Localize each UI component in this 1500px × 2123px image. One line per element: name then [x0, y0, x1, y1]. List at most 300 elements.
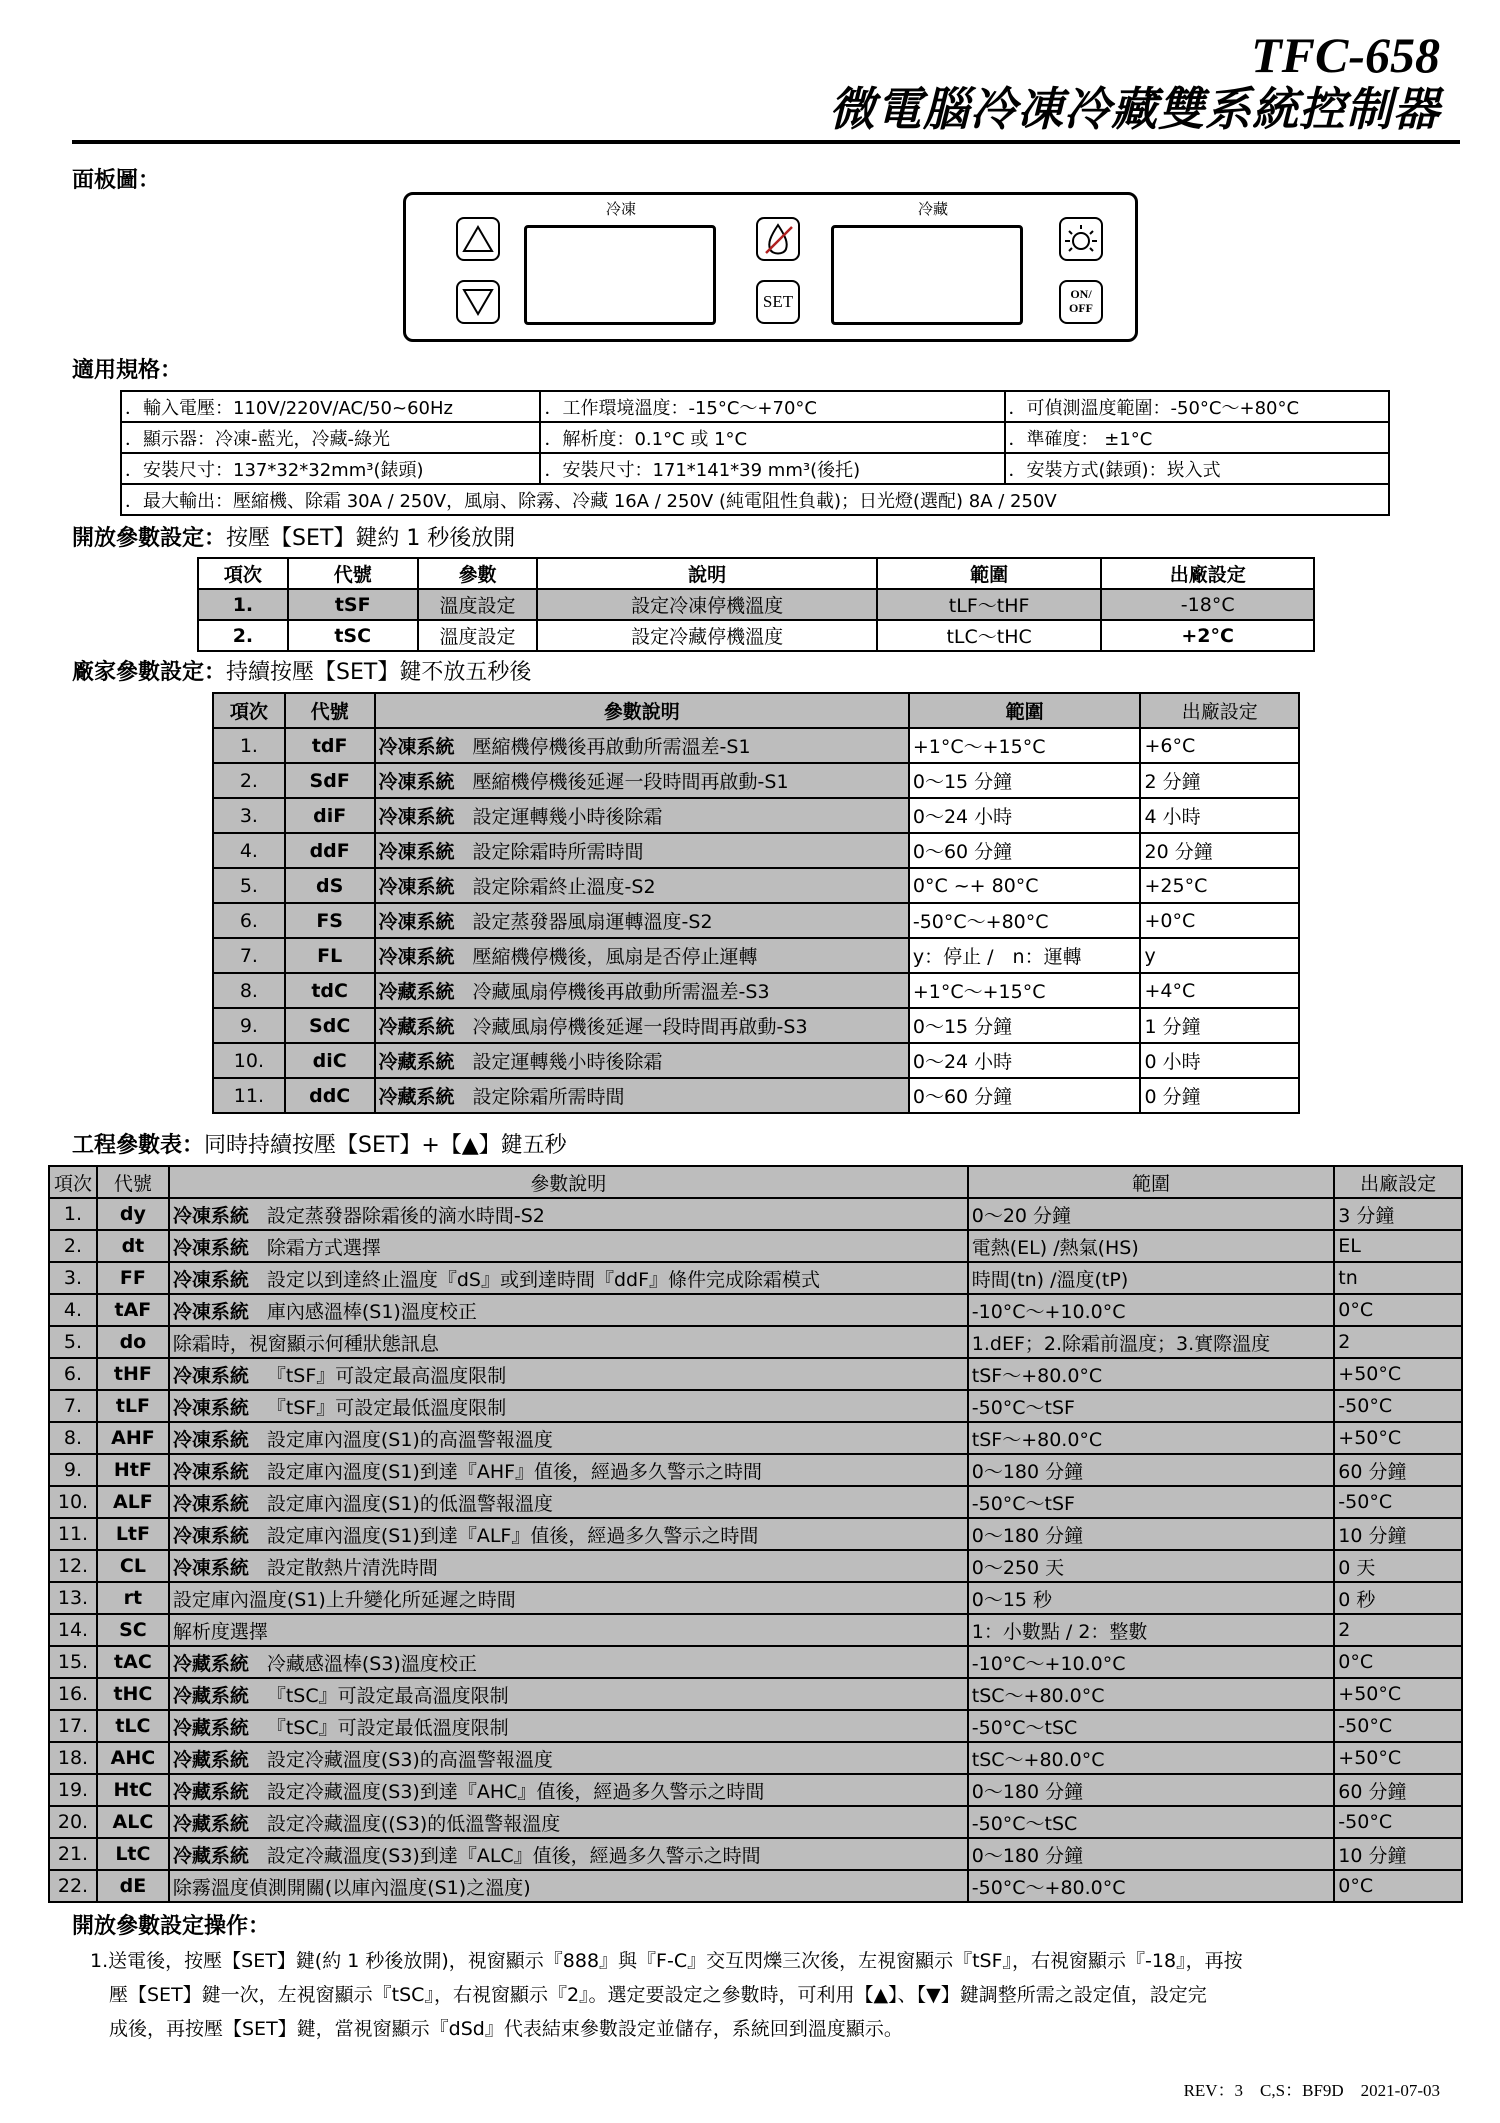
header-rule: [72, 140, 1460, 144]
param-range: tSC～+80.0°C: [968, 1678, 1335, 1710]
table-row: [213, 833, 1299, 868]
param-description: [169, 1486, 968, 1518]
param-range: tSF～+80.0°C: [968, 1422, 1335, 1454]
description-text: 設定以到達終止溫度『dS』或到達時間『ddF』條件完成除霜模式: [266, 1268, 821, 1291]
param-code: AHC: [97, 1742, 169, 1774]
item-number: 4.: [49, 1294, 97, 1326]
factory-default: 10 分鐘: [1334, 1518, 1462, 1550]
item-number: 10.: [213, 1043, 285, 1078]
param-range: 0～15 分鐘: [909, 1008, 1141, 1043]
factory-default: 0 天: [1334, 1550, 1462, 1582]
cell: 1.: [198, 589, 288, 620]
param-range: -50°C～tSF: [968, 1486, 1335, 1518]
table-row: [49, 1710, 1462, 1742]
description-text: 設定除霜時所需時間: [472, 841, 644, 863]
cell: 設定冷藏停機溫度: [537, 620, 876, 651]
system-label: 冷凍系統: [378, 876, 455, 898]
freezer-display: [524, 225, 716, 325]
spec-cell: ．輸入電壓：110V/220V/AC/50~60Hz: [121, 391, 540, 422]
description-text: 除霜時，視窗顯示何種狀態訊息: [172, 1332, 439, 1355]
open-params-note: 按壓【SET】鍵約 1 秒後放開: [226, 526, 516, 551]
param-description: [169, 1550, 968, 1582]
col-header: 參數說明: [375, 693, 909, 728]
param-description: [169, 1646, 968, 1678]
description-text: 設定冷藏溫度(S3)到達『ALC』值後，經過多久警示之時間: [266, 1844, 761, 1867]
table-row: [49, 1454, 1462, 1486]
eng-params-heading: [72, 1133, 567, 1159]
table-header-row: [213, 693, 1299, 728]
system-label: 冷藏系統: [378, 1016, 455, 1038]
model-number: TFC-658: [1251, 27, 1440, 83]
factory-params-table: [212, 692, 1300, 1114]
table-row: [49, 1806, 1462, 1838]
table-row: [213, 1043, 1299, 1078]
table-row: [49, 1422, 1462, 1454]
table-row: [49, 1262, 1462, 1294]
factory-default: +6°C: [1140, 728, 1299, 763]
param-range: -50°C～tSC: [968, 1806, 1335, 1838]
spec-cell: ．可偵測溫度範圍：-50°C～+80°C: [1005, 391, 1389, 422]
system-label: 冷凍系統: [172, 1396, 249, 1419]
item-number: 11.: [49, 1518, 97, 1550]
spec-cell: ．安裝尺寸：171*141*39 mm³(後托): [540, 453, 1004, 484]
item-number: 6.: [213, 903, 285, 938]
item-number: 19.: [49, 1774, 97, 1806]
description-text: 『tSC』可設定最高溫度限制: [266, 1684, 509, 1707]
param-description: [375, 763, 909, 798]
table-row: [49, 1870, 1462, 1902]
table-row: [121, 391, 1389, 422]
table-row: [49, 1486, 1462, 1518]
system-label: 冷凍系統: [172, 1524, 249, 1547]
spec-output-cell: ．最大輸出：壓縮機、除霜 30A / 250V，風扇、除霧、冷藏 16A / 250V (純電阻性負載)；日光燈(選配) 8A / 250V: [121, 484, 1389, 515]
factory-default: 0°C: [1334, 1294, 1462, 1326]
factory-default: 0°C: [1334, 1870, 1462, 1902]
table-row: [49, 1774, 1462, 1806]
eng-params-table: [48, 1165, 1463, 1903]
description-text: 解析度選擇: [172, 1620, 268, 1643]
table-row: [121, 453, 1389, 484]
system-label: 冷凍系統: [172, 1428, 249, 1451]
factory-default: tn: [1334, 1262, 1462, 1294]
item-number: 9.: [213, 1008, 285, 1043]
table-row: [49, 1294, 1462, 1326]
description-text: 設定除霜終止溫度-S2: [472, 876, 656, 898]
param-description: [169, 1358, 968, 1390]
table-row: [49, 1230, 1462, 1262]
down-button[interactable]: [456, 280, 500, 324]
param-description: [375, 728, 909, 763]
param-range: 0～20 分鐘: [968, 1198, 1335, 1230]
param-description: [375, 868, 909, 903]
cell: tSC: [288, 620, 418, 651]
description-text: 冷藏風扇停機後延遲一段時間再啟動-S3: [472, 1016, 808, 1038]
param-code: SC: [97, 1614, 169, 1646]
cell: 設定冷凍停機溫度: [537, 589, 876, 620]
factory-default: 2: [1334, 1614, 1462, 1646]
param-code: tdC: [285, 973, 375, 1008]
system-label: 冷凍系統: [378, 911, 455, 933]
spec-cell: ．安裝尺寸：137*32*32mm³(錶頭): [121, 453, 540, 484]
table-row: [198, 620, 1314, 651]
param-description: [169, 1390, 968, 1422]
system-label: 冷凍系統: [172, 1460, 249, 1483]
item-number: 10.: [49, 1486, 97, 1518]
system-label: 冷凍系統: [172, 1556, 249, 1579]
param-description: [169, 1326, 968, 1358]
param-description: [375, 973, 909, 1008]
spec-cell: ．安裝方式(錶頭)：崁入式: [1005, 453, 1389, 484]
up-arrow-icon: [458, 219, 498, 259]
param-description: [169, 1710, 968, 1742]
cell: +2°C: [1101, 620, 1314, 651]
param-range: 0～24 小時: [909, 1043, 1141, 1078]
item-number: 4.: [213, 833, 285, 868]
operation-line: 成後，再按壓【SET】鍵，當視窗顯示『dSd』代表結束參數設定並儲存，系統回到溫度顯示。: [90, 2018, 903, 2040]
factory-default: 60 分鐘: [1334, 1774, 1462, 1806]
revision-footer: REV：3 C,S：BF9D 2021-07-03: [1183, 2081, 1440, 2100]
param-description: [375, 938, 909, 973]
table-row: [49, 1358, 1462, 1390]
param-range: -10°C～+10.0°C: [968, 1294, 1335, 1326]
document-title: 微電腦冷凍冷藏雙系統控制器: [829, 82, 1440, 136]
param-code: do: [97, 1326, 169, 1358]
table-row: [49, 1518, 1462, 1550]
param-range: -50°C～+80°C: [909, 903, 1141, 938]
param-code: LtC: [97, 1838, 169, 1870]
system-label: 冷凍系統: [172, 1268, 249, 1291]
param-range: +1°C～+15°C: [909, 973, 1141, 1008]
item-number: 18.: [49, 1742, 97, 1774]
table-row: [49, 1390, 1462, 1422]
table-row: [121, 484, 1389, 515]
description-text: 設定庫內溫度(S1)的高溫警報溫度: [266, 1428, 553, 1451]
param-code: dS: [285, 868, 375, 903]
operation-heading: 開放參數設定操作：: [72, 1914, 271, 1939]
col-header: 說明: [537, 558, 876, 589]
param-code: LtF: [97, 1518, 169, 1550]
factory-default: 3 分鐘: [1334, 1198, 1462, 1230]
factory-default: +50°C: [1334, 1742, 1462, 1774]
param-code: dt: [97, 1230, 169, 1262]
item-number: 21.: [49, 1838, 97, 1870]
cell: tLC～tHC: [877, 620, 1102, 651]
param-range: 0～60 分鐘: [909, 833, 1141, 868]
system-label: 冷藏系統: [378, 1051, 455, 1073]
param-range: 0～180 分鐘: [968, 1518, 1335, 1550]
system-label: 冷凍系統: [172, 1492, 249, 1515]
system-label: 冷藏系統: [172, 1844, 249, 1867]
set-button[interactable]: [756, 280, 800, 324]
param-description: [169, 1614, 968, 1646]
col-header: 參數: [418, 558, 538, 589]
description-text: 壓縮機停機後延遲一段時間再啟動-S1: [472, 771, 789, 793]
item-number: 12.: [49, 1550, 97, 1582]
table-row: [213, 973, 1299, 1008]
description-text: 設定庫內溫度(S1)的低溫警報溫度: [266, 1492, 553, 1515]
param-range: y：停止 / n：運轉: [909, 938, 1141, 973]
specs-heading: 適用規格：: [72, 358, 183, 383]
factory-default: +50°C: [1334, 1358, 1462, 1390]
description-text: 設定蒸發器除霜後的滴水時間-S2: [266, 1204, 545, 1227]
factory-default: -50°C: [1334, 1390, 1462, 1422]
operation-text: [90, 1944, 1470, 2046]
param-range: 0～180 分鐘: [968, 1454, 1335, 1486]
on-off-button[interactable]: [1059, 280, 1103, 324]
param-code: HtC: [97, 1774, 169, 1806]
description-text: 設定散熱片清洗時間: [266, 1556, 438, 1579]
param-code: dE: [97, 1870, 169, 1902]
param-range: 0～250 天: [968, 1550, 1335, 1582]
param-code: rt: [97, 1582, 169, 1614]
system-label: 冷藏系統: [378, 1086, 455, 1108]
item-number: 20.: [49, 1806, 97, 1838]
factory-default: 1 分鐘: [1140, 1008, 1299, 1043]
operation-line: 壓【SET】鍵一次，左視窗顯示『tSC』，右視窗顯示『2』。選定要設定之參數時，可利用【▲】、【▼】鍵調整所需之設定值，設定完: [90, 1984, 1207, 2006]
item-number: 8.: [49, 1422, 97, 1454]
spec-cell: ．準確度： ±1°C: [1005, 422, 1389, 453]
item-number: 5.: [49, 1326, 97, 1358]
open-params-table: [197, 557, 1315, 652]
param-range: 1：小數點 / 2：整數: [968, 1614, 1335, 1646]
param-range: 0～24 小時: [909, 798, 1141, 833]
system-label: 冷凍系統: [378, 771, 455, 793]
system-label: 冷凍系統: [172, 1364, 249, 1387]
col-header: 代號: [97, 1166, 169, 1198]
item-number: 7.: [213, 938, 285, 973]
cell: tSF: [288, 589, 418, 620]
defrost-off-icon: [758, 219, 798, 259]
param-code: tLC: [97, 1710, 169, 1742]
param-description: [169, 1742, 968, 1774]
param-range: 0～180 分鐘: [968, 1838, 1335, 1870]
front-panel: [403, 192, 1138, 342]
description-text: 庫內感溫棒(S1)溫度校正: [266, 1300, 477, 1323]
table-row: [49, 1678, 1462, 1710]
param-description: [375, 1008, 909, 1043]
up-button[interactable]: [456, 217, 500, 261]
table-row: [49, 1614, 1462, 1646]
table-header-row: [49, 1166, 1462, 1198]
param-code: ddC: [285, 1078, 375, 1113]
table-row: [213, 763, 1299, 798]
down-arrow-icon: [458, 282, 498, 322]
param-description: [169, 1582, 968, 1614]
param-range: -50°C～+80.0°C: [968, 1870, 1335, 1902]
open-params-heading: [72, 526, 515, 552]
param-range: 0～60 分鐘: [909, 1078, 1141, 1113]
system-label: 冷藏系統: [172, 1748, 249, 1771]
param-range: 0～15 秒: [968, 1582, 1335, 1614]
param-description: [169, 1230, 968, 1262]
param-code: tHF: [97, 1358, 169, 1390]
col-header: 參數說明: [169, 1166, 968, 1198]
param-description: [375, 1043, 909, 1078]
param-code: tAF: [97, 1294, 169, 1326]
factory-default: y: [1140, 938, 1299, 973]
col-header: 出廠設定: [1101, 558, 1314, 589]
param-description: [169, 1838, 968, 1870]
description-text: 『tSC』可設定最低溫度限制: [266, 1716, 509, 1739]
item-number: 3.: [49, 1262, 97, 1294]
param-range: tSC～+80.0°C: [968, 1742, 1335, 1774]
col-header: 範圍: [877, 558, 1102, 589]
param-description: [169, 1294, 968, 1326]
item-number: 3.: [213, 798, 285, 833]
param-description: [169, 1806, 968, 1838]
factory-default: +4°C: [1140, 973, 1299, 1008]
description-text: 冷藏風扇停機後再啟動所需溫差-S3: [472, 981, 770, 1003]
item-number: 5.: [213, 868, 285, 903]
item-number: 8.: [213, 973, 285, 1008]
description-text: 設定除霜所需時間: [472, 1086, 625, 1108]
description-text: 設定冷藏溫度(S3)的高溫警報溫度: [266, 1748, 553, 1771]
param-description: [169, 1422, 968, 1454]
param-range: -50°C～tSF: [968, 1390, 1335, 1422]
param-description: [375, 833, 909, 868]
factory-default: 2 分鐘: [1140, 763, 1299, 798]
description-text: 設定運轉幾小時後除霜: [472, 1051, 663, 1073]
factory-default: 20 分鐘: [1140, 833, 1299, 868]
factory-default: 0 小時: [1140, 1043, 1299, 1078]
description-text: 設定庫內溫度(S1)到達『ALF』值後，經過多久警示之時間: [266, 1524, 759, 1547]
cell: 溫度設定: [418, 589, 538, 620]
light-button[interactable]: [1059, 217, 1103, 261]
param-description: [375, 903, 909, 938]
table-row: [213, 868, 1299, 903]
param-range: 電熱(EL) /熱氣(HS): [968, 1230, 1335, 1262]
description-text: 設定庫內溫度(S1)到達『AHF』值後，經過多久警示之時間: [266, 1460, 763, 1483]
description-text: 設定冷藏溫度(S3)到達『AHC』值後，經過多久警示之時間: [266, 1780, 765, 1803]
param-description: [375, 1078, 909, 1113]
system-label: 冷凍系統: [172, 1204, 249, 1227]
param-description: [169, 1454, 968, 1486]
table-row: [213, 728, 1299, 763]
item-number: 6.: [49, 1358, 97, 1390]
cell: 2.: [198, 620, 288, 651]
param-code: dy: [97, 1198, 169, 1230]
light-icon: [1061, 219, 1101, 259]
item-number: 11.: [213, 1078, 285, 1113]
param-code: FL: [285, 938, 375, 973]
table-header-row: [198, 558, 1314, 589]
param-code: diF: [285, 798, 375, 833]
col-header: 項次: [49, 1166, 97, 1198]
factory-default: 0 分鐘: [1140, 1078, 1299, 1113]
system-label: 冷凍系統: [378, 946, 455, 968]
description-text: 設定運轉幾小時後除霜: [472, 806, 663, 828]
col-header: 代號: [285, 693, 375, 728]
item-number: 2.: [213, 763, 285, 798]
param-code: ALC: [97, 1806, 169, 1838]
factory-default: 0 秒: [1334, 1582, 1462, 1614]
factory-params-title: 廠家參數設定：: [72, 660, 227, 685]
table-row: [213, 1078, 1299, 1113]
table-row: [49, 1326, 1462, 1358]
param-range: 0°C ~+ 80°C: [909, 868, 1141, 903]
param-description: [169, 1518, 968, 1550]
table-row: [121, 422, 1389, 453]
system-label: 冷凍系統: [172, 1300, 249, 1323]
param-range: 1.dEF；2.除霜前溫度；3.實際溫度: [968, 1326, 1335, 1358]
system-label: 冷凍系統: [378, 736, 455, 758]
param-range: 0～15 分鐘: [909, 763, 1141, 798]
description-text: 設定庫內溫度(S1)上升變化所延遲之時間: [172, 1588, 516, 1611]
param-code: diC: [285, 1043, 375, 1078]
defrost-button[interactable]: [756, 217, 800, 261]
system-label: 冷藏系統: [172, 1780, 249, 1803]
factory-default: 60 分鐘: [1334, 1454, 1462, 1486]
param-code: tHC: [97, 1678, 169, 1710]
chiller-display: [831, 225, 1023, 325]
operation-line: 1.送電後，按壓【SET】鍵(約 1 秒後放開)，視窗顯示『888』與『F-C』交互閃爍三次後，左視窗顯示『tSF』，右視窗顯示『-18』，再按: [90, 1950, 1243, 1972]
param-code: ALF: [97, 1486, 169, 1518]
param-code: HtF: [97, 1454, 169, 1486]
table-row: [49, 1838, 1462, 1870]
freezer-label: 冷凍: [606, 200, 637, 218]
col-header: 項次: [213, 693, 285, 728]
param-code: SdF: [285, 763, 375, 798]
factory-default: +25°C: [1140, 868, 1299, 903]
param-range: tSF～+80.0°C: [968, 1358, 1335, 1390]
description-text: 『tSF』可設定最低溫度限制: [266, 1396, 507, 1419]
param-code: CL: [97, 1550, 169, 1582]
table-row: [49, 1646, 1462, 1678]
system-label: 冷凍系統: [378, 841, 455, 863]
param-code: SdC: [285, 1008, 375, 1043]
description-text: 壓縮機停機後，風扇是否停止運轉: [472, 946, 758, 968]
col-header: 代號: [288, 558, 418, 589]
factory-params-note: 持續按壓【SET】鍵不放五秒後: [226, 660, 532, 685]
chiller-label: 冷藏: [918, 200, 949, 218]
param-range: 0～180 分鐘: [968, 1774, 1335, 1806]
table-row: [213, 903, 1299, 938]
factory-default: 2: [1334, 1326, 1462, 1358]
table-row: [213, 938, 1299, 973]
cell: 溫度設定: [418, 620, 538, 651]
param-code: tdF: [285, 728, 375, 763]
param-range: -50°C～tSC: [968, 1710, 1335, 1742]
param-code: tLF: [97, 1390, 169, 1422]
factory-default: +50°C: [1334, 1678, 1462, 1710]
param-description: [169, 1262, 968, 1294]
item-number: 14.: [49, 1614, 97, 1646]
factory-params-heading: [72, 660, 531, 686]
system-label: 冷藏系統: [172, 1716, 249, 1739]
set-button-label: SET: [762, 292, 794, 311]
factory-default: 0°C: [1334, 1646, 1462, 1678]
system-label: 冷藏系統: [172, 1684, 249, 1707]
description-text: 除霧溫度偵測開關(以庫內溫度(S1)之溫度): [172, 1876, 531, 1899]
param-description: [169, 1198, 968, 1230]
param-range: +1°C～+15°C: [909, 728, 1141, 763]
description-text: 『tSF』可設定最高溫度限制: [266, 1364, 507, 1387]
cell: -18°C: [1101, 589, 1314, 620]
factory-default: -50°C: [1334, 1710, 1462, 1742]
table-row: [49, 1582, 1462, 1614]
spec-cell: ．工作環境溫度：-15°C～+70°C: [540, 391, 1004, 422]
table-row: [213, 1008, 1299, 1043]
cell: tLF～tHF: [877, 589, 1102, 620]
description-text: 設定蒸發器風扇運轉溫度-S2: [472, 911, 713, 933]
param-description: [169, 1678, 968, 1710]
factory-default: 4 小時: [1140, 798, 1299, 833]
item-number: 7.: [49, 1390, 97, 1422]
param-description: [169, 1774, 968, 1806]
factory-default: -50°C: [1334, 1486, 1462, 1518]
param-code: FS: [285, 903, 375, 938]
eng-params-title: 工程參數表：: [72, 1133, 205, 1158]
